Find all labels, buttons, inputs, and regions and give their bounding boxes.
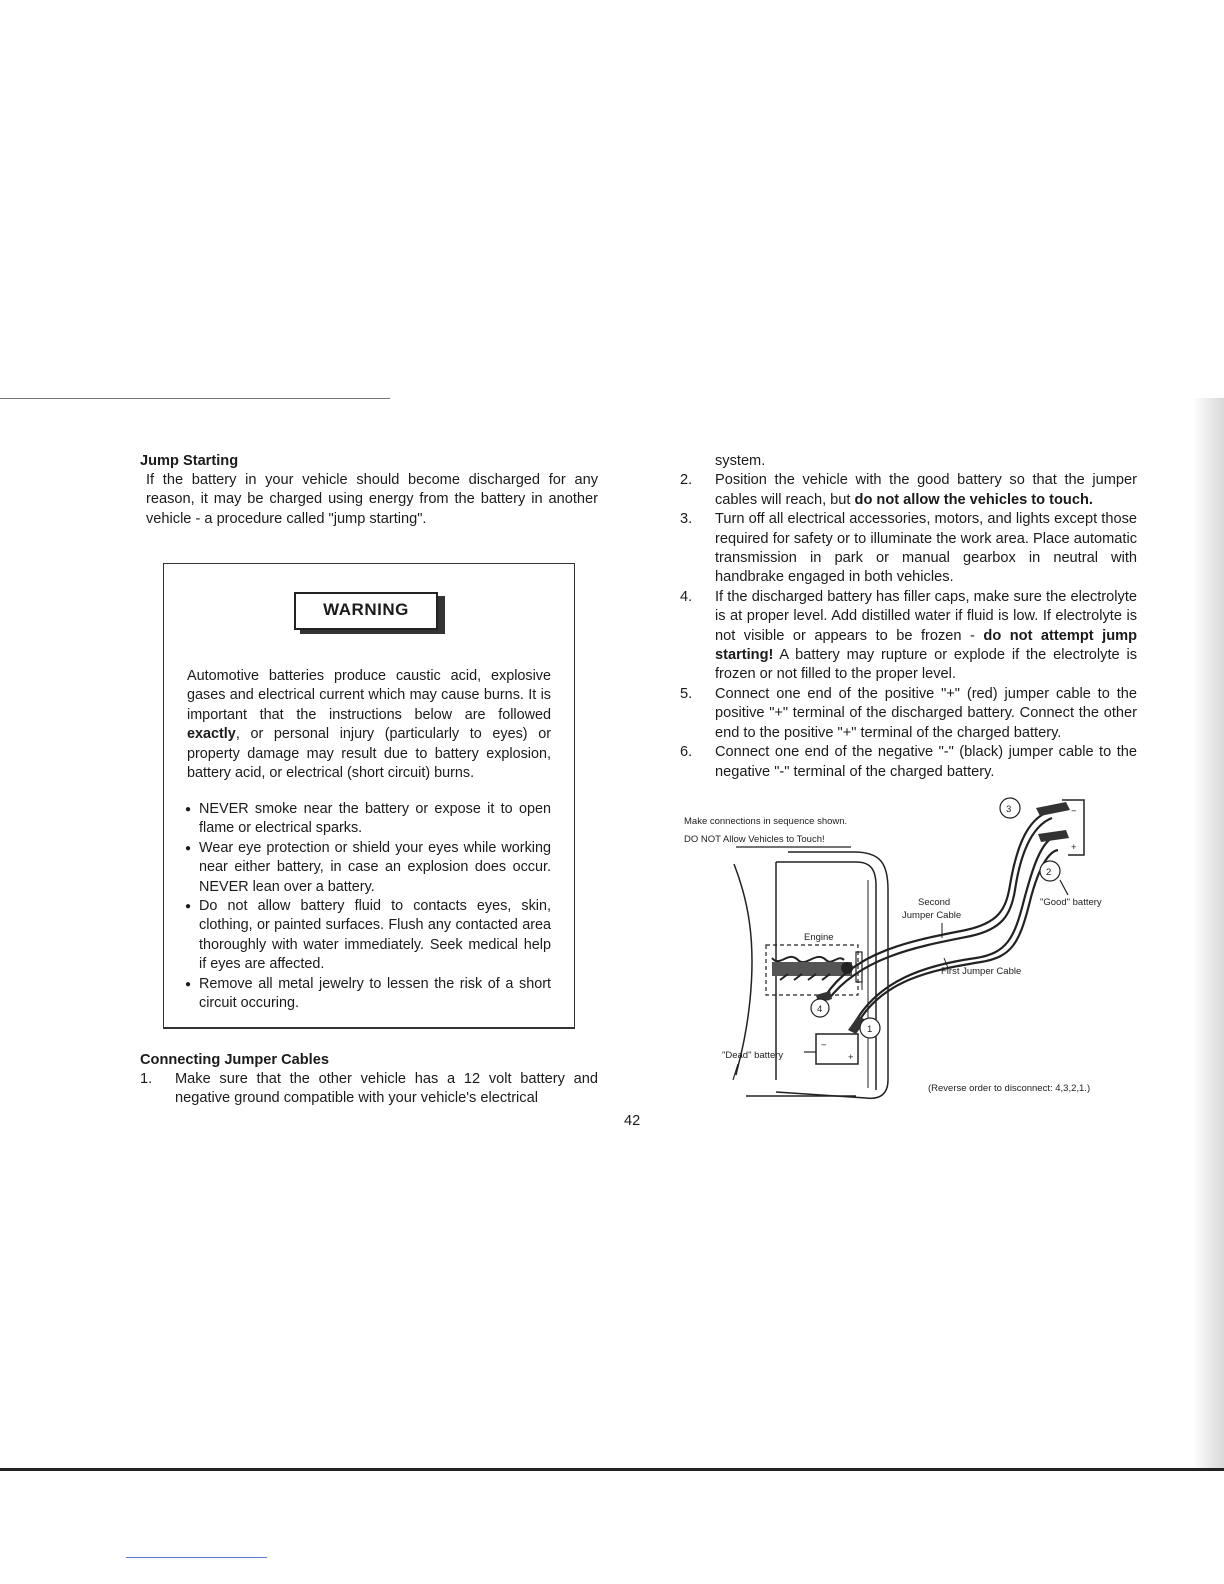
step-text-pre: Connect one end of the negative "-" (black) jumper cable to the negative "-" terminal of the charged battery. (715, 744, 1137, 780)
warning-box (163, 563, 575, 1029)
warning-text (187, 667, 551, 783)
list-item: ● NEVER smoke near the battery or expose it to open flame or electrical sparks. (183, 800, 551, 839)
step-text-pre: Turn off all electrical accessories, motors, and lights except those required for safety or to illuminate the work area. Place automatic transmission in park or manual gearbox in neutral with handbrake engaged in both vehicles. (715, 511, 1137, 586)
step-text-bold: do not attempt jump starting! (715, 627, 1137, 664)
list-item: ● Wear eye protection or shield your eyes while working near either battery, in case an explosion does occur. NEVER lean over a battery. (183, 839, 551, 897)
list-item (140, 1070, 598, 1109)
step-number: 6. (680, 744, 693, 761)
step-number: 3. (680, 511, 693, 528)
steps-list-left (140, 1070, 598, 1109)
engine (766, 932, 862, 995)
connecting-section (140, 1051, 598, 1109)
step-text-post: A battery may rupture or explode if the electrolyte is frozen or not filled to the proper level. (715, 647, 1137, 683)
diagram-caption-2: DO NOT Allow Vehicles to Touch! (684, 834, 825, 845)
reverse-order-note: (Reverse order to disconnect: 4,3,2,1.) (928, 1083, 1091, 1094)
second-cable-label-2: Jumper Cable (902, 910, 962, 921)
step-number: 4. (680, 588, 693, 605)
list-item: ● Remove all metal jewelry to lessen the risk of a short circuit occuring. (183, 975, 551, 1014)
good-battery-label: "Good" battery (1040, 897, 1102, 908)
step-text-pre: If the discharged battery has filler caps, make sure the electrolyte is at proper level. Add distilled water if fluid is low. If electrolyte is not visible or appears to be frozen - (715, 588, 1137, 644)
warning-text-b: , or personal injury (particularly to eyes) or property damage may result due to battery explosion, battery acid, or electrical (short circuit) burns. (187, 726, 551, 782)
page-top-edge (0, 398, 390, 399)
list-item (680, 588, 1137, 685)
dead-battery (722, 1034, 858, 1080)
step-number: 2. (680, 472, 693, 489)
list-item (680, 510, 1137, 588)
marker-2: 2 (1046, 867, 1052, 878)
list-item (680, 471, 1137, 510)
warning-text-bold: exactly (187, 726, 236, 743)
footer-underline (126, 1557, 267, 1558)
second-cable-label-1: Second (918, 897, 951, 908)
good-battery-minus: − (1071, 806, 1077, 817)
section-heading-jump-starting: Jump Starting (140, 453, 239, 469)
page-binding-shadow (1192, 398, 1224, 1470)
step-number: 5. (680, 685, 693, 702)
section-heading-connecting: Connecting Jumper Cables (140, 1052, 329, 1068)
marker-4: 4 (817, 1004, 823, 1015)
step-text-bold: do not allow the vehicles to touch. (854, 491, 1093, 508)
right-column (680, 452, 1137, 782)
marker-1: 1 (867, 1024, 873, 1035)
page-bottom-edge (0, 1468, 1224, 1471)
left-column (140, 452, 598, 529)
continuation-text: system. (715, 453, 766, 469)
first-cable-label: First Jumper Cable (941, 966, 1022, 977)
list-item (680, 743, 1137, 782)
marker-3: 3 (1006, 804, 1012, 815)
page-number: 42 (624, 1113, 641, 1129)
warning-label: WARNING (294, 592, 438, 630)
warning-text-a: Automotive batteries produce caustic acid, explosive gases and electrical current which may cause burns. It is important that the instructions below are followed (187, 668, 551, 723)
dead-battery-minus: − (821, 1040, 827, 1051)
step-number: 1. (140, 1071, 153, 1087)
step-text-pre: Position the vehicle with the good battery so that the jumper cables will reach, but (715, 472, 1137, 508)
dead-battery-plus: + (848, 1052, 854, 1063)
steps-list-right (680, 471, 1137, 782)
intro-paragraph: If the battery in your vehicle should become discharged for any reason, it may be charged using energy from the battery in another vehicle - a procedure called "jump starting". (146, 472, 598, 527)
dead-battery-label: "Dead" battery (722, 1050, 784, 1061)
diagram-caption-1: Make connections in sequence shown. (684, 816, 848, 827)
good-battery-plus: + (1071, 842, 1077, 853)
jump-start-diagram (676, 790, 1136, 1110)
step-text: Make sure that the other vehicle has a 12 volt battery and negative ground compatible with your vehicle's electrical (175, 1071, 598, 1107)
step-text-pre: Connect one end of the positive "+" (red) jumper cable to the positive "+" terminal of the discharged battery. Connect the other end to the positive "+" terminal of the charged battery. (715, 685, 1137, 741)
warning-bullet-list (183, 800, 551, 1013)
warning-label-shadow (438, 596, 445, 632)
list-item (680, 685, 1137, 743)
engine-label: Engine (804, 932, 834, 943)
list-item: ● Do not allow battery fluid to contacts eyes, skin, clothing, or painted surfaces. Flush any contacted area thoroughly with water immediately. Seek medical help if eyes are affected. (183, 897, 551, 975)
